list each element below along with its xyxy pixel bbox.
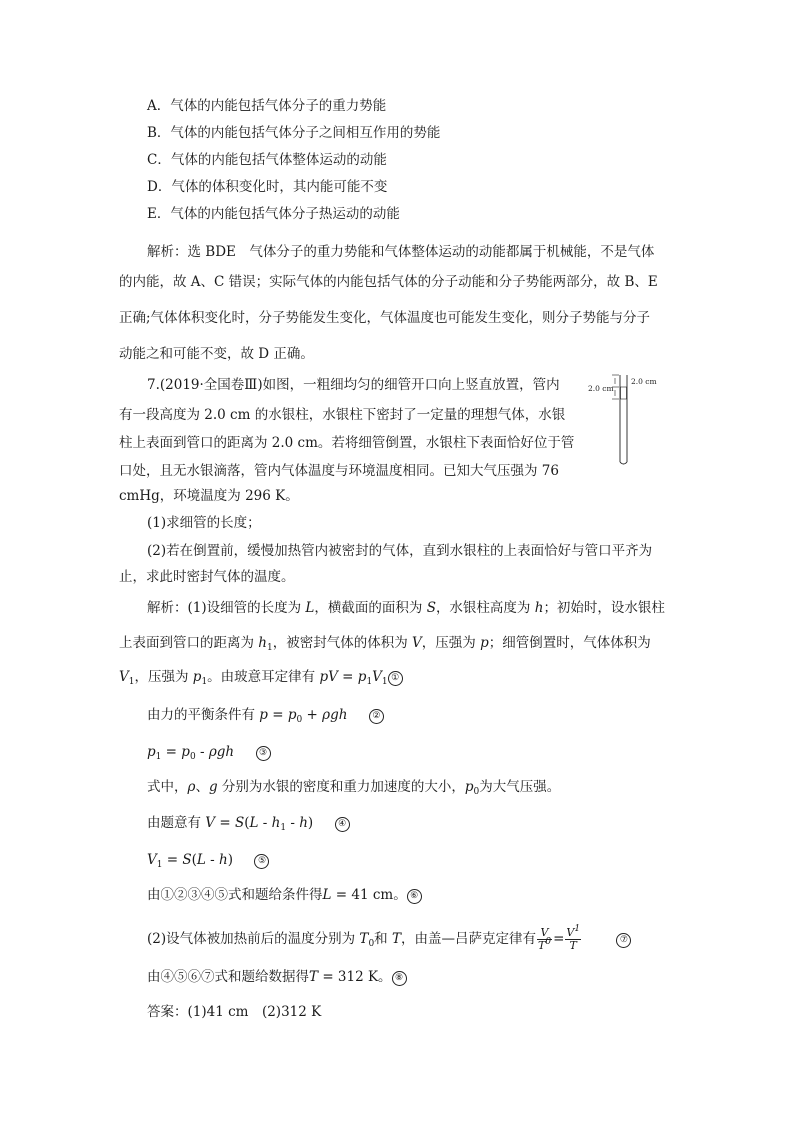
solution-line-3: $V_1$，压强为 $p_1$。由玻意耳定律有 pV = $p_1V_1$ ① <box>119 668 403 686</box>
analysis-line: 动能之和可能不变，故 D 正确。 <box>119 346 314 362</box>
question-line: 柱上表面到管口的距离为 2.0 cm。若将细管倒置，水银柱下表面恰好位于管 <box>119 435 575 451</box>
option-d: D．气体的体积变化时，其内能可能不变 <box>147 179 388 195</box>
option-c: C．气体的内能包括气体整体运动的动能 <box>147 152 387 168</box>
equation-7: (2)设气体被加热前后的温度分别为 $T_0$和 T，由盖—吕萨克定律有 $\frac{V}{T^0}$ = $\frac{V^1}{T}$ ⑦ <box>147 924 631 954</box>
sub-question-2: (2)若在倒置前，缓慢加热管内被密封的气体，直到水银柱的上表面恰好与管口平齐为 <box>147 543 653 559</box>
fig-label-right: 2.0 cm <box>631 377 657 386</box>
solution-line-1: 解析：(1)设细管的长度为 L，横截面的面积为 S，水银柱高度为 h；初始时，设水银柱 <box>147 600 665 616</box>
question-line: cmHg，环境温度为 296 K。 <box>119 488 299 504</box>
option-b: B．气体的内能包括气体分子之间相互作用的势能 <box>147 125 441 141</box>
equation-3: $p_1 = p_0 - \rho gh$ ③ <box>147 743 271 761</box>
question-line: 7.(2019·全国卷Ⅲ)如图，一粗细均匀的细管开口向上竖直放置，管内 <box>147 377 560 393</box>
sub-question-2-cont: 止，求此时密封气体的温度。 <box>119 569 295 585</box>
analysis-line: 正确;气体体积变化时，分子势能发生变化，气体温度也可能发生变化，则分子势能与分子 <box>119 310 651 326</box>
analysis-line: 的内能，故 A、C 错误；实际气体的内能包括气体的分子动能和分子势能两部分，故 B、E <box>119 274 658 290</box>
result-2: 由④⑤⑥⑦式和题给数据得T = 312 K。 ⑧ <box>147 968 407 986</box>
result-1: 由①②③④⑤式和题给条件得L = 41 cm。 ⑥ <box>147 886 422 904</box>
question-line: 有一段高度为 2.0 cm 的水银柱，水银柱下密封了一定量的理想气体，水银 <box>119 407 566 423</box>
equation-2: 由力的平衡条件有 $p = p_0 + \rho gh$ ② <box>147 706 384 724</box>
tube-diagram <box>588 370 668 470</box>
fig-label-left: 2.0 cm <box>588 384 614 393</box>
symbol-definition: 式中，ρ、g 分别为水银的密度和重力加速度的大小，$p_0$为大气压强。 <box>147 779 561 797</box>
analysis-line: 解析：选 BDE 气体分子的重力势能和气体整体运动的动能都属于机械能，不是气体 <box>147 244 655 260</box>
equation-5: $V_1 = S(L - h)$ ⑤ <box>147 851 269 869</box>
equation-4: 由题意有 $V = S(L - h_1 - h)$ ④ <box>147 814 350 832</box>
option-e: E．气体的内能包括气体分子热运动的动能 <box>147 206 400 222</box>
solution-line-2: 上表面到管口的距离为 $h_1$，被密封气体的体积为 V，压强为 p；细管倒置时，气体体积为 <box>119 635 651 653</box>
sub-question-1: (1)求细管的长度； <box>147 515 261 531</box>
option-a: A．气体的内能包括气体分子的重力势能 <box>147 98 387 114</box>
question-line: 口处，且无水银滴落，管内气体温度与环境温度相同。已知大气压强为 76 <box>119 463 559 479</box>
answer: 答案：(1)41 cm (2)312 K <box>147 1004 322 1020</box>
